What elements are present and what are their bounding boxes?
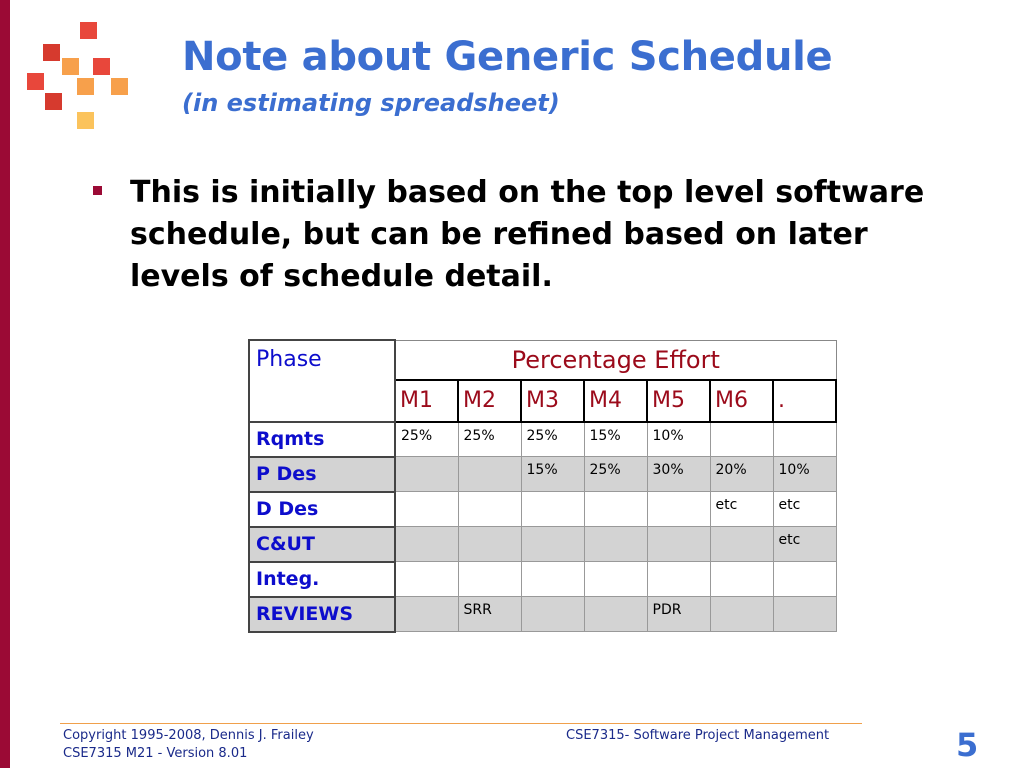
effort-cell xyxy=(710,562,773,597)
effort-cell xyxy=(521,562,584,597)
table-header-row xyxy=(249,340,836,380)
effort-cell: 15% xyxy=(584,422,647,457)
slide-title: Note about Generic Schedule xyxy=(182,34,833,80)
logo-square xyxy=(43,44,60,61)
effort-cell xyxy=(521,527,584,562)
effort-cell: 30% xyxy=(647,457,710,492)
phase-label: C&UT xyxy=(249,527,395,562)
effort-cell xyxy=(395,597,458,632)
footer-course: CSE7315- Software Project Management xyxy=(566,728,830,743)
phase-label: D Des xyxy=(249,492,395,527)
table-row xyxy=(249,492,836,527)
effort-cell xyxy=(395,562,458,597)
effort-cell xyxy=(458,457,521,492)
effort-cell: 10% xyxy=(647,422,710,457)
effort-cell xyxy=(773,562,836,597)
effort-cell xyxy=(773,597,836,632)
logo-square xyxy=(93,58,110,75)
phase-label: P Des xyxy=(249,457,395,492)
effort-cell xyxy=(395,492,458,527)
phase-label: REVIEWS xyxy=(249,597,395,632)
effort-cell: 25% xyxy=(521,422,584,457)
effort-cell xyxy=(584,492,647,527)
effort-cell xyxy=(584,562,647,597)
logo-square xyxy=(62,58,79,75)
effort-cell xyxy=(584,527,647,562)
month-header: . xyxy=(773,380,836,422)
effort-cell xyxy=(521,597,584,632)
effort-cell xyxy=(710,422,773,457)
logo-square xyxy=(27,73,44,90)
page-number: 5 xyxy=(956,726,979,764)
month-header: M4 xyxy=(584,380,647,422)
table-row xyxy=(249,422,836,457)
effort-cell xyxy=(458,492,521,527)
accent-bar xyxy=(0,0,10,768)
logo-square xyxy=(80,22,97,39)
effort-cell: 25% xyxy=(584,457,647,492)
percentage-effort-header: Percentage Effort xyxy=(395,340,836,380)
phase-label: Integ. xyxy=(249,562,395,597)
effort-cell xyxy=(458,527,521,562)
effort-cell: 10% xyxy=(773,457,836,492)
logo-square xyxy=(45,93,62,110)
phase-label: Rqmts xyxy=(249,422,395,457)
effort-cell: etc xyxy=(710,492,773,527)
logo-square xyxy=(77,78,94,95)
effort-cell xyxy=(395,457,458,492)
logo-square xyxy=(111,78,128,95)
month-header: M1 xyxy=(395,380,458,422)
month-header: M3 xyxy=(521,380,584,422)
month-header: M6 xyxy=(710,380,773,422)
footer-copyright: Copyright 1995-2008, Dennis J. Frailey xyxy=(63,728,314,743)
effort-cell xyxy=(710,597,773,632)
month-header: M2 xyxy=(458,380,521,422)
effort-cell xyxy=(647,562,710,597)
footer-version: CSE7315 M21 - Version 8.01 xyxy=(63,746,248,761)
effort-cell xyxy=(647,527,710,562)
effort-cell: etc xyxy=(773,527,836,562)
effort-cell xyxy=(710,527,773,562)
effort-cell xyxy=(647,492,710,527)
effort-cell xyxy=(458,562,521,597)
table-row xyxy=(249,562,836,597)
table-row xyxy=(249,597,836,632)
table-row xyxy=(249,527,836,562)
phase-column-header: Phase xyxy=(249,340,395,422)
schedule-table xyxy=(248,339,837,633)
effort-cell: 25% xyxy=(395,422,458,457)
effort-cell: SRR xyxy=(458,597,521,632)
month-header: M5 xyxy=(647,380,710,422)
effort-cell: PDR xyxy=(647,597,710,632)
slide-subtitle: (in estimating spreadsheet) xyxy=(182,89,560,117)
effort-cell xyxy=(773,422,836,457)
effort-cell xyxy=(521,492,584,527)
effort-cell: 20% xyxy=(710,457,773,492)
footer-divider xyxy=(60,723,862,724)
effort-cell xyxy=(584,597,647,632)
bullet-text: This is initially based on the top level software schedule, but can be refined based on later levels of schedule detail. xyxy=(130,175,925,294)
logo-square xyxy=(77,112,94,129)
bullet-marker xyxy=(93,186,102,195)
effort-cell: etc xyxy=(773,492,836,527)
effort-cell: 25% xyxy=(458,422,521,457)
effort-cell: 15% xyxy=(521,457,584,492)
effort-cell xyxy=(395,527,458,562)
table-row xyxy=(249,457,836,492)
